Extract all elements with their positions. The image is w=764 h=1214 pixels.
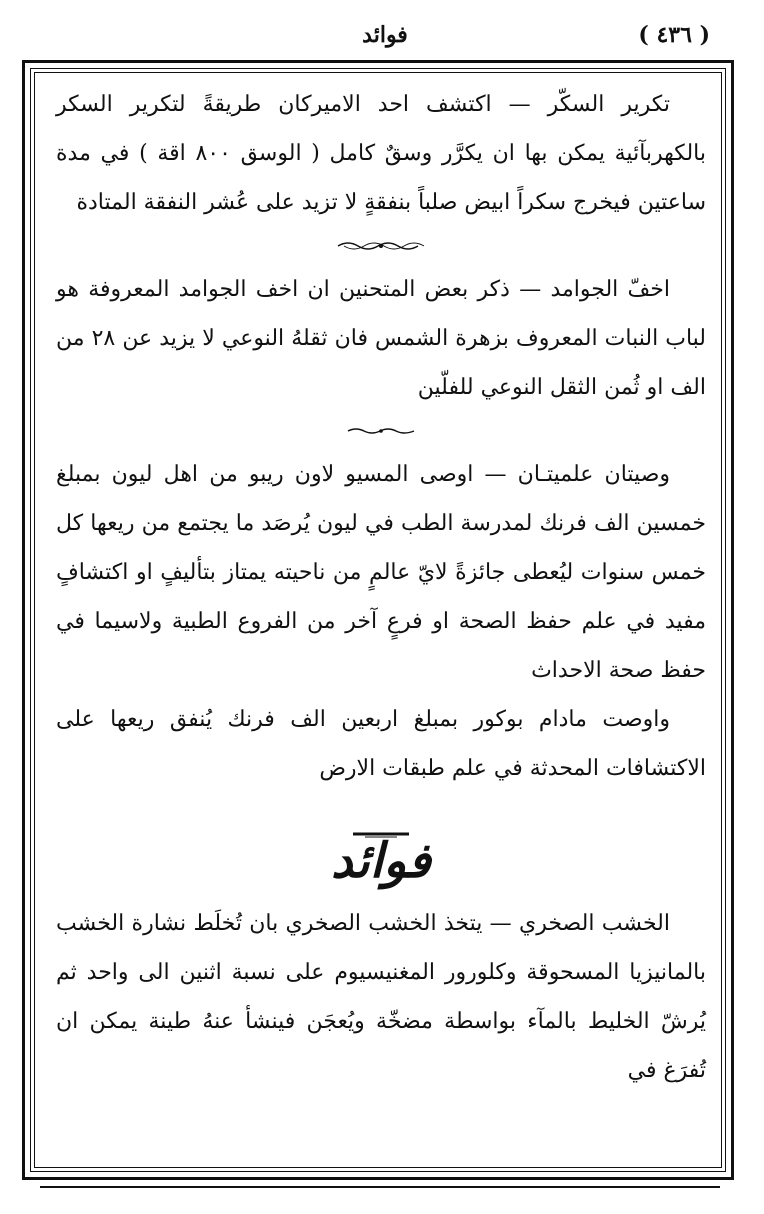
ornament-icon <box>346 426 416 436</box>
ornament-divider-1 <box>56 231 706 261</box>
section-rule <box>56 807 706 827</box>
article-lightest-solids: اخفّ الجوامد — ذكر بعض المتحنين ان اخف الجوامد المعروفة هو لباب النبات المعروف بزهرة الشمس فان ثقلهُ النوعي لا يزيد عن ٢٨ من الف او ثُمن الثقل النوعي للفلّين <box>56 277 707 400</box>
article-scientific-wills: وصيتان علميتـان — اوصى المسيو لاون ريبو من اهل ليون بمبلغ خمسين الف فرنك لمدرسة الطب في ليون يُرصَد ما يجتمع من ريعها كل خمس سنوات ليُعطى جائزةً لايّ عالمٍ من ناحيته يمتاز بتأليفٍ او اكتشافٍ مفيد في علم حفظ الصحة او فرعٍ آخر من الفروع الطبية ولاسيما في حفظ صحة الاحداث <box>56 462 706 683</box>
article-sugar-refining: تكرير السكّر — اكتشف احد الاميركان طريقةً لتكرير السكر بالكهربآئية يمكن بها ان يكرَّر وسقٌ كامل ( الوسق ٨٠٠ اقة ) في مدة ساعتين فيخرج سكراً ابيض صلباً بنفقةٍ لا تزيد على عُشر النفقة المتادة <box>56 92 706 215</box>
ornament-icon <box>336 240 426 252</box>
running-head: فوائد <box>362 22 408 48</box>
page-number: ( ٤٣٦ ) <box>638 22 710 48</box>
page-body <box>56 80 706 1095</box>
section-title-fawaid: فوائد <box>331 833 431 889</box>
bottom-rule <box>40 1186 720 1188</box>
ornament-divider-2 <box>56 416 706 446</box>
page-header <box>40 18 730 58</box>
article-stone-wood: الخشب الصخري — يتخذ الخشب الصخري بان تُخلَط نشارة الخشب بالمانيزيا المسحوقة وكلورور المغنيسيوم على نسبة اثنين الى واحد ثم يُرشّ الخليط بالمآء بواسطة مضخّة ويُعجَن فينشأ عنهُ طينة يمكن ان تُفرَغ في <box>56 911 706 1083</box>
article-scientific-wills-cont: واوصت مادام بوكور بمبلغ اربعين الف فرنك يُنفق ريعها على الاكتشافات المحدثة في علم طبقات الارض <box>56 707 706 781</box>
